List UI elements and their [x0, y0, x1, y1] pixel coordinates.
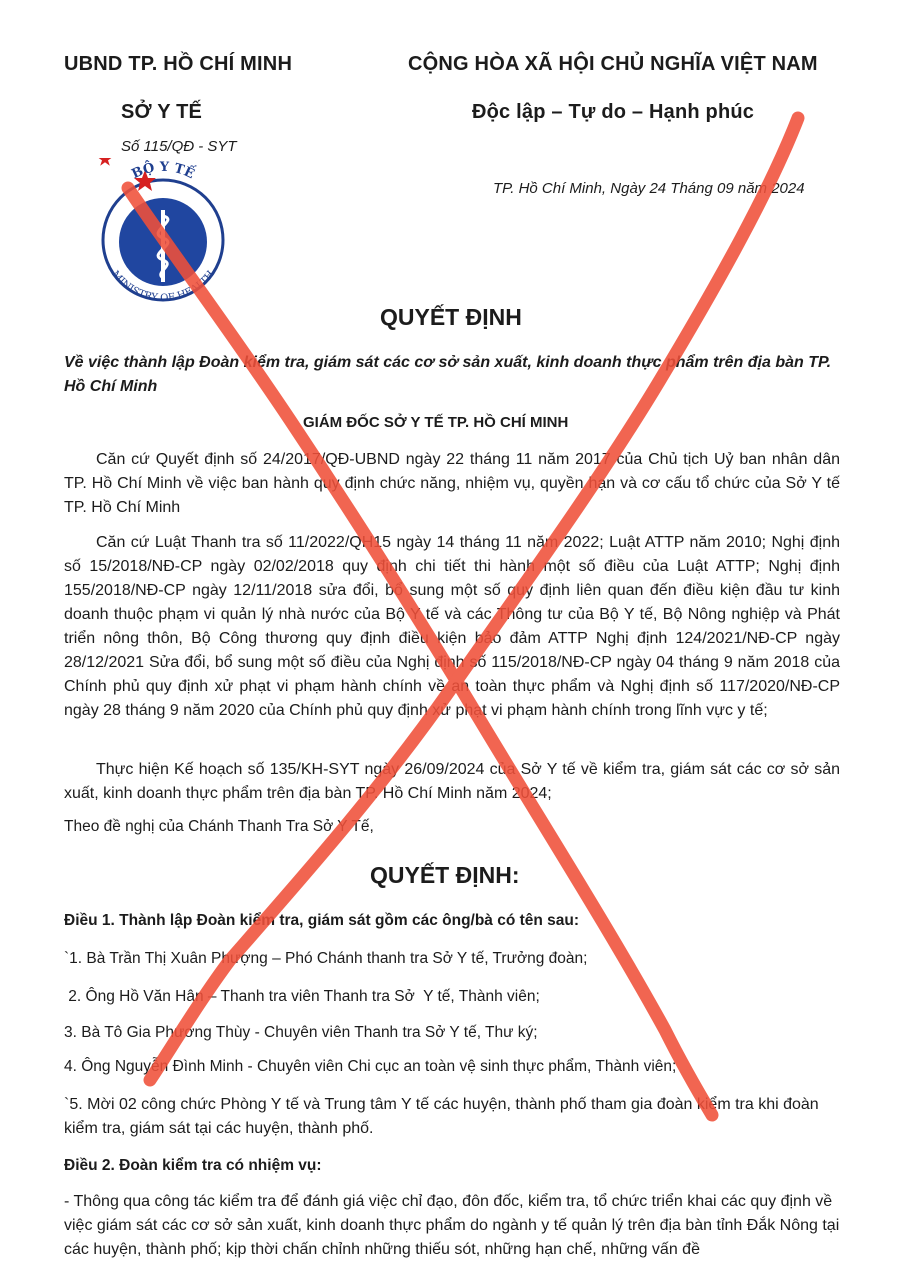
member-list-item: 4. Ông Nguyễn Đình Minh - Chuyên viên Chi cục an toàn vệ sinh thực phẩm, Thành viên;	[64, 1058, 677, 1075]
legal-basis-paragraph: Căn cứ Quyết định số 24/2017/QĐ-UBND ngày 22 tháng 11 năm 2017 của Chủ tịch Uỷ ban nhân dân TP. Hồ Chí Minh về việc ban hành quy định chức năng, nhiệm vụ, quyền hạn và cơ cấu tổ chức của Sở Y tế TP. Hồ Chí Minh	[64, 451, 840, 516]
article-2-heading: Điều 2. Đoàn kiểm tra có nhiệm vụ:	[64, 1157, 322, 1174]
issuing-authority: UBND TP. HỒ CHÍ MINH	[64, 53, 293, 75]
seal-top-text: BỘ Y TẾ	[129, 159, 197, 183]
legal-basis-paragraph: Thực hiện Kế hoạch số 135/KH-SYT ngày 26/09/2024 của Sở Y tế về kiểm tra, giám sát các cơ sở sản xuất, kinh doanh thực phẩm trên địa bàn TP. Hồ Chí Minh năm 2024;	[64, 761, 840, 802]
document-subject: Về việc thành lập Đoàn kiểm tra, giám sát các cơ sở sản xuất, kinh doanh thực phẩm trên địa bàn TP. Hồ Chí Minh	[64, 354, 832, 395]
ministry-of-health-logo	[88, 158, 238, 318]
star-icon	[98, 158, 112, 166]
national-title: CỘNG HÒA XÃ HỘI CHỦ NGHĨA VIỆT NAM	[408, 53, 818, 75]
member-list-item: `1. Bà Trần Thị Xuân Phượng – Phó Chánh thanh tra Sở Y tế, Trưởng đoàn;	[64, 950, 588, 967]
proposal-line: Theo đề nghị của Chánh Thanh Tra Sở Y Tế,	[64, 818, 374, 835]
member-list-item: 3. Bà Tô Gia Phương Thùy - Chuyên viên Thanh tra Sở Y tế, Thư ký;	[64, 1024, 538, 1041]
issue-date: TP. Hồ Chí Minh, Ngày 24 Tháng 09 năm 2024	[493, 180, 805, 197]
legal-basis-paragraph: Căn cứ Luật Thanh tra số 11/2022/QH15 ngày 14 tháng 11 năm 2022; Luật ATTP năm 2010; Nghị định số 15/2018/NĐ-CP ngày 02/02/2018 quy định chi tiết thi hành một số điều của Luật ATTP; Nghị định 155/2018/NĐ-CP ngày 12/11/2018 sửa đổi, bổ sung một số quy định liên quan đến điều kiện đầu tư kinh doanh thuộc phạm vi quản lý nhà nước của Bộ Y tế và các Thông tư của Bộ Y tế, Bộ Nông nghiệp và Phát triển nông thôn, Bộ Công thương quy định điều kiện bảo đảm ATTP Nghị định 124/2021/NĐ-CP ngày 28/12/2021 Sửa đổi, bổ sung một số điều của Nghị định số 115/2018/NĐ-CP ngày 04 tháng 9 năm 2018 của Chính phủ quy định xử phạt vi phạm hành chính về an toàn thực phẩm và Nghị định số 117/2020/NĐ-CP ngày 28 tháng 9 năm 2020 của Chính phủ quy định xử phạt vi phạm hành chính trong lĩnh vực y tế;	[64, 534, 840, 719]
member-list-item: `5. Mời 02 công chức Phòng Y tế và Trung tâm Y tế các huyện, thành phố tham gia đoàn kiểm tra khi đoàn kiểm tra, giám sát tại các huyện, thành phố.	[64, 1096, 819, 1137]
document-number: Số 115/QĐ - SYT	[121, 138, 237, 155]
decision-heading: QUYẾT ĐỊNH:	[370, 862, 520, 888]
issuer-heading: GIÁM ĐỐC SỞ Y TẾ TP. HỒ CHÍ MINH	[303, 414, 569, 431]
member-list-item: 2. Ông Hồ Văn Hân – Thanh tra viên Thanh tra Sở Y tế, Thành viên;	[64, 988, 540, 1005]
article-2-text: - Thông qua công tác kiểm tra để đánh giá việc chỉ đạo, đôn đốc, kiểm tra, tổ chức triển khai các quy định về việc giám sát các cơ sở sản xuất, kinh doanh thực phẩm do ngành y tế quản lý trên địa bàn tỉnh Đắk Nông tại các huyện, thành phố; kịp thời chấn chỉnh những thiếu sót, những hạn chế, những vấn đề	[64, 1193, 840, 1258]
article-1-heading: Điều 1. Thành lập Đoàn kiểm tra, giám sát gồm các ông/bà có tên sau:	[64, 912, 580, 929]
document-title: QUYẾT ĐỊNH	[380, 304, 522, 330]
department-name: SỞ Y TẾ	[121, 101, 203, 123]
seal-bottom-text: MINISTRY OF HEALTH	[109, 268, 217, 304]
national-motto: Độc lập – Tự do – Hạnh phúc	[472, 101, 755, 123]
